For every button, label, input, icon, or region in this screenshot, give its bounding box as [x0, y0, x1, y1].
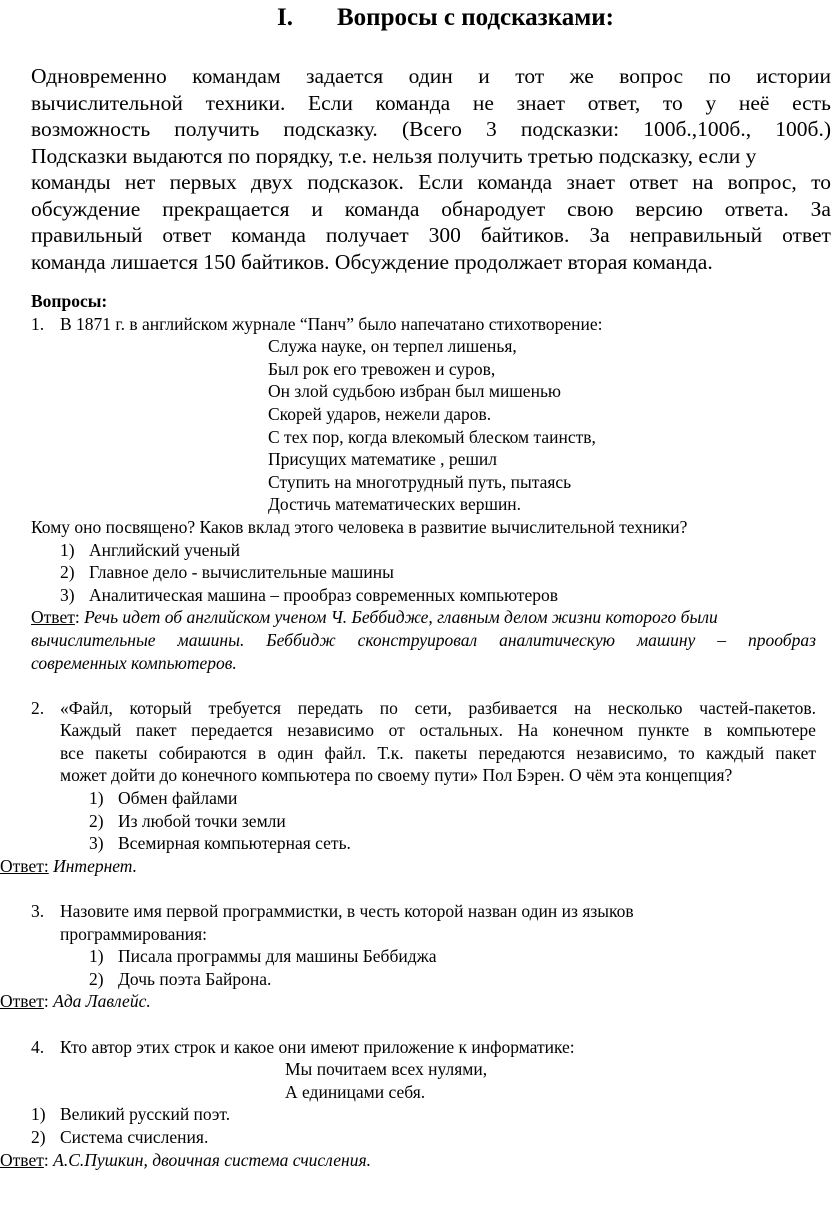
hint-text: Из любой точки земли — [118, 810, 286, 831]
intro-line: обсуждение прекращается и команда обнародует свою версию ответа. За — [31, 196, 831, 221]
hint-text: Обмен файлами — [118, 788, 238, 809]
hint-number: 3) — [60, 584, 75, 605]
question-number: 4. — [31, 1036, 45, 1057]
hint-text: Великий русский поэт. — [60, 1104, 231, 1125]
answer-label: Ответ — [31, 607, 75, 628]
answer-text: Речь идет об английском ученом Ч. Беббидже, главным делом жизни которого были — [84, 607, 718, 628]
hint-text: Главное дело - вычислительные машины — [89, 562, 394, 583]
intro-line: команда лишается 150 байтиков. Обсуждение продолжает вторая команда. — [31, 249, 713, 274]
question-3 — [0, 900, 816, 923]
hint-number: 2) — [89, 968, 104, 989]
answer-text: современных компьютеров. — [31, 652, 237, 673]
poem-line: Был рок его тревожен и суров, — [268, 358, 496, 379]
question-text: «Файл, который требуется передать по сети, разбивается на несколько частей-пакетов. — [60, 697, 816, 718]
question-number: 3. — [31, 901, 45, 922]
answer-label: Ответ — [0, 1149, 44, 1170]
hint-number: 1) — [89, 788, 104, 809]
hint-text: Дочь поэта Байрона. — [118, 968, 272, 989]
question-text: все пакеты собираются в один файл. Т.к. пакеты передаются независимо, то каждый пакет — [60, 742, 816, 763]
hint-text: Писала программы для машины Беббиджа — [118, 946, 437, 967]
hint-text: Аналитическая машина – прообраз современных компьютеров — [89, 584, 558, 605]
section-number: I. — [277, 4, 293, 31]
hint-text: Всемирная компьютерная сеть. — [118, 833, 351, 854]
question-text: Каждый пакет передается независимо от остальных. На конечном пункте в компьютере — [60, 720, 816, 741]
hint-text: Система счисления. — [60, 1126, 209, 1147]
intro-paragraph — [31, 63, 831, 275]
hint-text: Английский ученый — [89, 539, 240, 560]
answer-2 — [0, 855, 816, 878]
question-2 — [0, 697, 816, 720]
answer-text: Ада Лавлейс. — [53, 991, 151, 1012]
hint-number: 1) — [60, 539, 75, 560]
hint-number: 3) — [89, 833, 104, 854]
poem-line: С тех пор, когда влекомый блеском таинств, — [268, 426, 596, 447]
hint-number: 2) — [89, 810, 104, 831]
poem-line: Служа науке, он терпел лишенья, — [268, 336, 517, 357]
section-title: Вопросы с подсказками: — [337, 4, 614, 31]
answer-4: Ответ: А.С.Пушкин, двоичная система счисления. — [0, 1149, 371, 1170]
question-text: В 1871 г. в английском журнале “Панч” было напечатано стихотворение: — [60, 313, 603, 334]
question-4 — [0, 1036, 816, 1059]
question-text: может дойти до конечного компьютера по своему пути» Пол Бэрен. О чём эта концепция? — [60, 765, 733, 786]
poem-line: Достичь математических вершин. — [268, 494, 522, 515]
question-number: 2. — [31, 697, 45, 718]
poem-line: А единицами себя. — [285, 1081, 426, 1102]
answer-text: вычислительные машины. Беббидж сконструировал аналитическую машину – прообраз — [31, 629, 816, 650]
poem-line: Ступить на многотрудный путь, пытаясь — [268, 471, 572, 492]
answer-text: Интернет. — [53, 855, 138, 876]
answer-text: А.С.Пушкин, двоичная система счисления. — [53, 1149, 371, 1170]
answer-3: Ответ: Ада Лавлейс. — [0, 991, 151, 1012]
poem-line: Мы почитаем всех нулями, — [285, 1059, 488, 1080]
answer-label: Ответ: — [0, 855, 49, 876]
intro-line: вычислительной техники. Если команда не знает ответ, то у неё есть — [31, 90, 831, 115]
question-1 — [0, 313, 816, 336]
poem-line: Присущих математике , решил — [268, 449, 498, 470]
answer-1: Ответ: Речь идет об английском ученом Ч. Беббидже, главным делом жизни которого были — [31, 607, 718, 628]
poem-line: Скорей ударов, нежели даров. — [268, 403, 492, 424]
question-text: Назовите имя первой программистки, в честь которой назван один из языков — [60, 901, 634, 922]
question-number: 1. — [31, 313, 45, 334]
intro-line: возможность получить подсказку. (Всего 3 подсказки: 100б.,100б., 100б.) — [31, 117, 831, 141]
hint-number: 1) — [31, 1104, 46, 1125]
question-text: программирования: — [60, 923, 208, 944]
questions-label: Вопросы: — [31, 291, 108, 311]
hint-number: 2) — [31, 1126, 46, 1147]
intro-line: Подсказки выдаются по порядку, т.е. нельзя получить третью подсказку, если у — [31, 143, 757, 168]
intro-line: правильный ответ команда получает 300 байтиков. За неправильный ответ — [31, 223, 831, 247]
intro-line: команды нет первых двух подсказок. Если команда знает ответ на вопрос, то — [31, 170, 831, 194]
question-prompt: Кому оно посвящено? Каков вклад этого человека в развитие вычислительной техники? — [31, 516, 688, 537]
hint-number: 1) — [89, 946, 104, 967]
poem-line: Он злой судьбою избран был мишенью — [268, 381, 561, 402]
questions-body — [0, 290, 816, 1171]
answer-label: Ответ — [0, 991, 44, 1012]
hint-number: 2) — [60, 562, 75, 583]
intro-line: Одновременно командам задается один и тот же вопрос по истории — [31, 64, 831, 88]
question-text: Кто автор этих строк и какое они имеют приложение к информатике: — [60, 1036, 575, 1057]
